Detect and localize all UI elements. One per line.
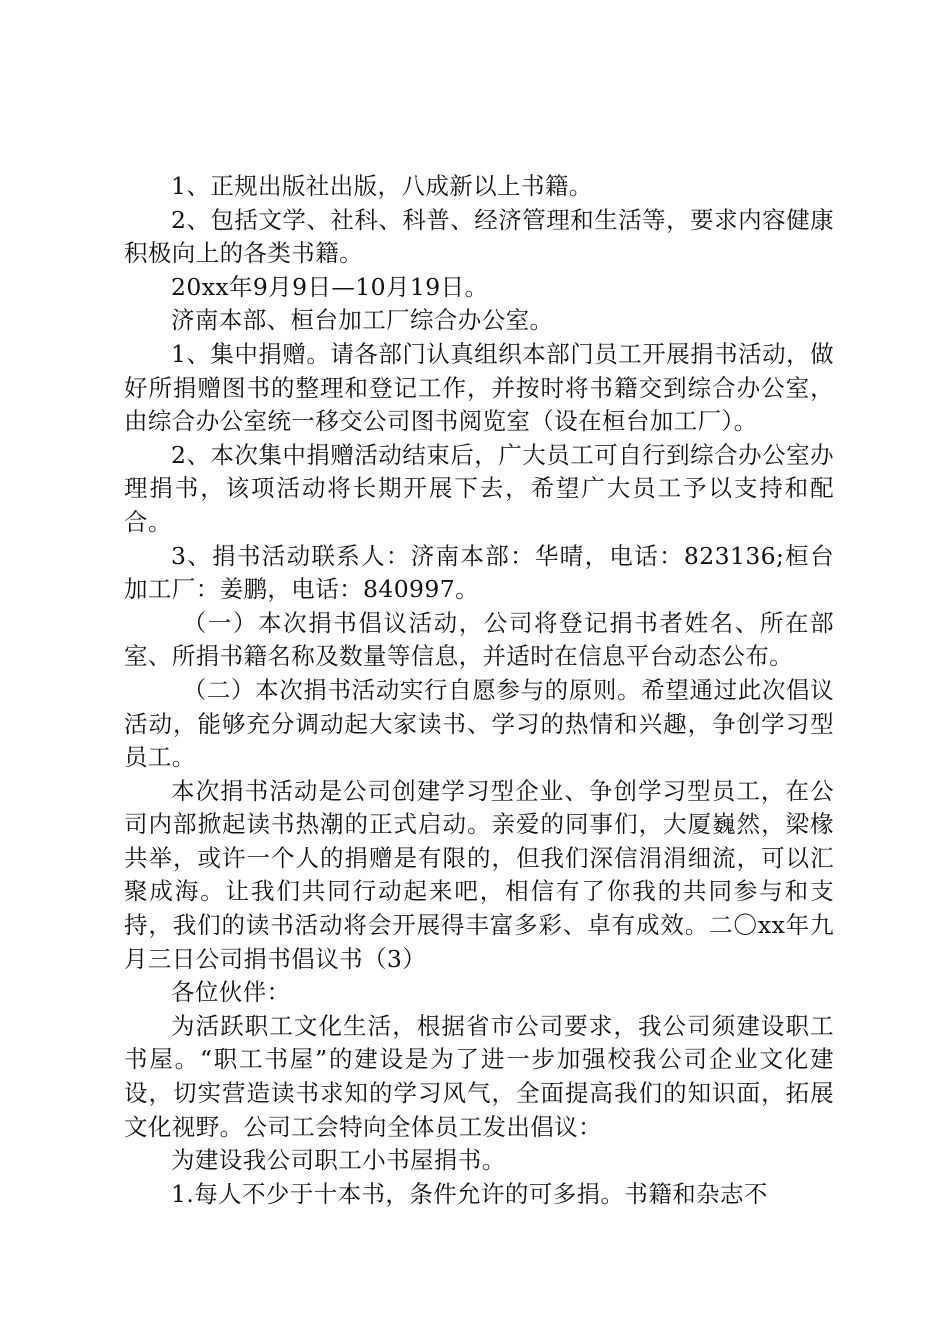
paragraph-rule-1: 1.每人不少于十本书，条件允许的可多捐。书籍和杂志不: [171, 1179, 768, 1208]
paragraph-contacts: 3、捐书活动联系人：济南本部：华晴，电话：823136;桓台加工厂：姜鹏，电话：840997。: [124, 541, 834, 604]
paragraph-location: 济南本部、桓台加工厂综合办公室。: [171, 306, 554, 335]
paragraph-method-1: 1、集中捐赠。请各部门认真组织本部门员工开展捐书活动，做好所捐赠图书的整理和登记工作，并按时将书籍交到综合办公室，由综合办公室统一移交公司图书阅览室（设在桓台加工厂）。: [124, 339, 834, 436]
paragraph-purpose: 为建设我公司职工小书屋捐书。: [171, 1146, 506, 1175]
paragraph-method-2: 2、本次集中捐赠活动结束后，广大员工可自行到综合办公室办理捐书，该项活动将长期开展下去，希望广大员工予以支持和配合。: [124, 440, 834, 536]
paragraph-salutation: 各位伙伴：: [171, 978, 291, 1007]
paragraph-requirement-2: 2、包括文学、社科、科普、经济管理和生活等，要求内容健康积极向上的各类书籍。: [124, 205, 834, 268]
paragraph-date-range: 20xx年9月9日—10月19日。: [171, 272, 489, 301]
paragraph-note-1: （一）本次捐书倡议活动，公司将登记捐书者姓名、所在部室、所捐书籍名称及数量等信息，并适时在信息平台动态公布。: [124, 608, 834, 671]
paragraph-note-2: （二）本次捐书活动实行自愿参与的原则。希望通过此次倡议活动，能够充分调动起大家读书、学习的热情和兴趣，争创学习型员工。: [124, 675, 834, 772]
paragraph-closing: 本次捐书活动是公司创建学习型企业、争创学习型员工，在公司内部掀起读书热潮的正式启动。亲爱的同事们，大厦巍然，梁椽共举，或许一个人的捐赠是有限的，但我们深信涓涓细流，可以汇聚成海。让我们共同行动起来吧，相信有了你我的共同参与和支持，我们的读书活动将会开展得丰富多彩、卓有成效。二〇xx年九月三日公司捐书倡议书（3）: [124, 776, 834, 973]
paragraph-requirement-1: 1、正规出版社出版，八成新以上书籍。: [171, 172, 593, 200]
document-body: [124, 170, 834, 1211]
paragraph-intro: 为活跃职工文化生活，根据省市公司要求，我公司须建设职工书屋。“职工书屋”的建设是为了进一步加强校我公司企业文化建设，切实营造读书求知的学习风气，全面提高我们的知识面，拓展文化视野。公司工会特向全体员工发出倡议：: [124, 1011, 834, 1141]
